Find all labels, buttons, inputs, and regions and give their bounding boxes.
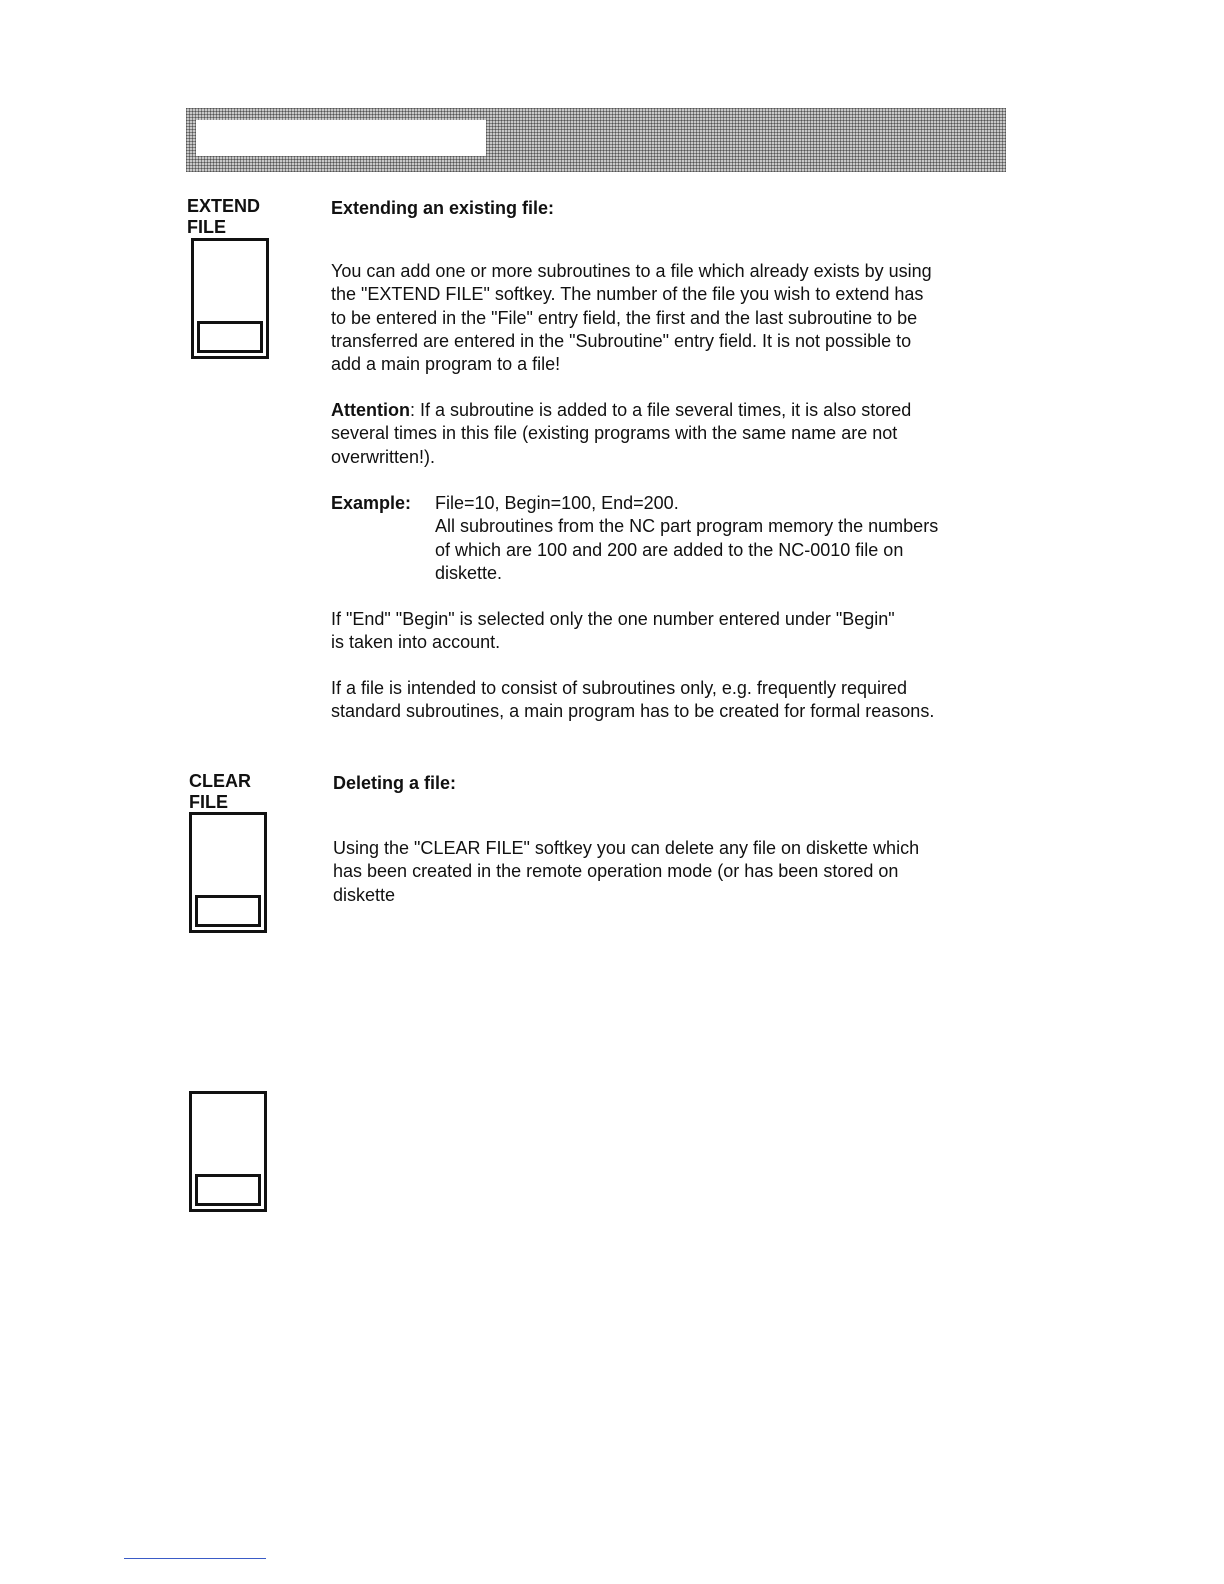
subroutines-only-paragraph [331, 677, 934, 724]
text-line: diskette. [435, 562, 503, 583]
example-label-text: Example: [331, 493, 412, 513]
blank-softkey[interactable] [189, 1091, 267, 1212]
extend-heading: Extending an existing file: [331, 198, 555, 218]
text-line: diskette [333, 884, 396, 905]
extend-file-key-label [187, 196, 260, 238]
clear-file-softkey[interactable] [189, 812, 267, 933]
attention-label: Attention [331, 400, 410, 420]
text-line: You can add one or more subroutines to a file which already exists by using [331, 261, 932, 281]
text-line [331, 399, 911, 422]
end-begin-paragraph [331, 608, 895, 655]
text-line: several times in this file (existing programs with the same name are not [331, 423, 898, 444]
text-line: the "EXTEND FILE" softkey. The number of the file you wish to extend has [331, 284, 924, 305]
text-line: If a file is intended to consist of subroutines only, e.g. frequently required [331, 678, 907, 698]
attention-text: : If a subroutine is added to a file several times, it is also stored [409, 400, 912, 420]
text-line: to be entered in the "File" entry field, the first and the last subroutine to be [331, 307, 918, 328]
text-line: All subroutines from the NC part program memory the numbers [435, 516, 939, 537]
header-title-box [196, 120, 486, 156]
text-line: add a main program to a file! [331, 354, 561, 375]
attention-paragraph [331, 399, 911, 469]
text-line: Using the "CLEAR FILE" softkey you can delete any file on diskette which [333, 838, 920, 858]
clear-heading: Deleting a file: [333, 773, 457, 793]
text-line: of which are 100 and 200 are added to the NC-0010 file on [435, 539, 904, 560]
text-line: is taken into account. [331, 632, 501, 653]
clear-paragraph [333, 837, 919, 907]
text-line: has been created in the remote operation mode (or has been stored on [333, 861, 899, 882]
softkey-inner-frame [195, 1174, 261, 1206]
example-label [331, 492, 411, 515]
extend-intro-paragraph [331, 260, 932, 376]
softkey-inner-frame [195, 895, 261, 927]
text-line: overwritten!). [331, 446, 436, 467]
text-line: File=10, Begin=100, End=200. [435, 493, 679, 513]
clear-key-label-line1: CLEAR [189, 771, 251, 791]
text-line: transferred are entered in the "Subroutine" entry field. It is not possible to [331, 330, 912, 351]
extend-key-label-line2: FILE [187, 217, 226, 237]
text-line: standard subroutines, a main program has to be created for formal reasons. [331, 701, 935, 722]
text-line: If "End" "Begin" is selected only the one number entered under "Begin" [331, 609, 895, 629]
extend-key-label-line1: EXTEND [187, 196, 261, 216]
clear-file-key-label [189, 771, 251, 813]
extend-file-softkey[interactable] [191, 238, 269, 359]
clear-key-label-line2: FILE [189, 792, 228, 812]
example-paragraph [435, 492, 938, 585]
softkey-inner-frame [197, 321, 263, 353]
footer-rule [124, 1558, 266, 1559]
